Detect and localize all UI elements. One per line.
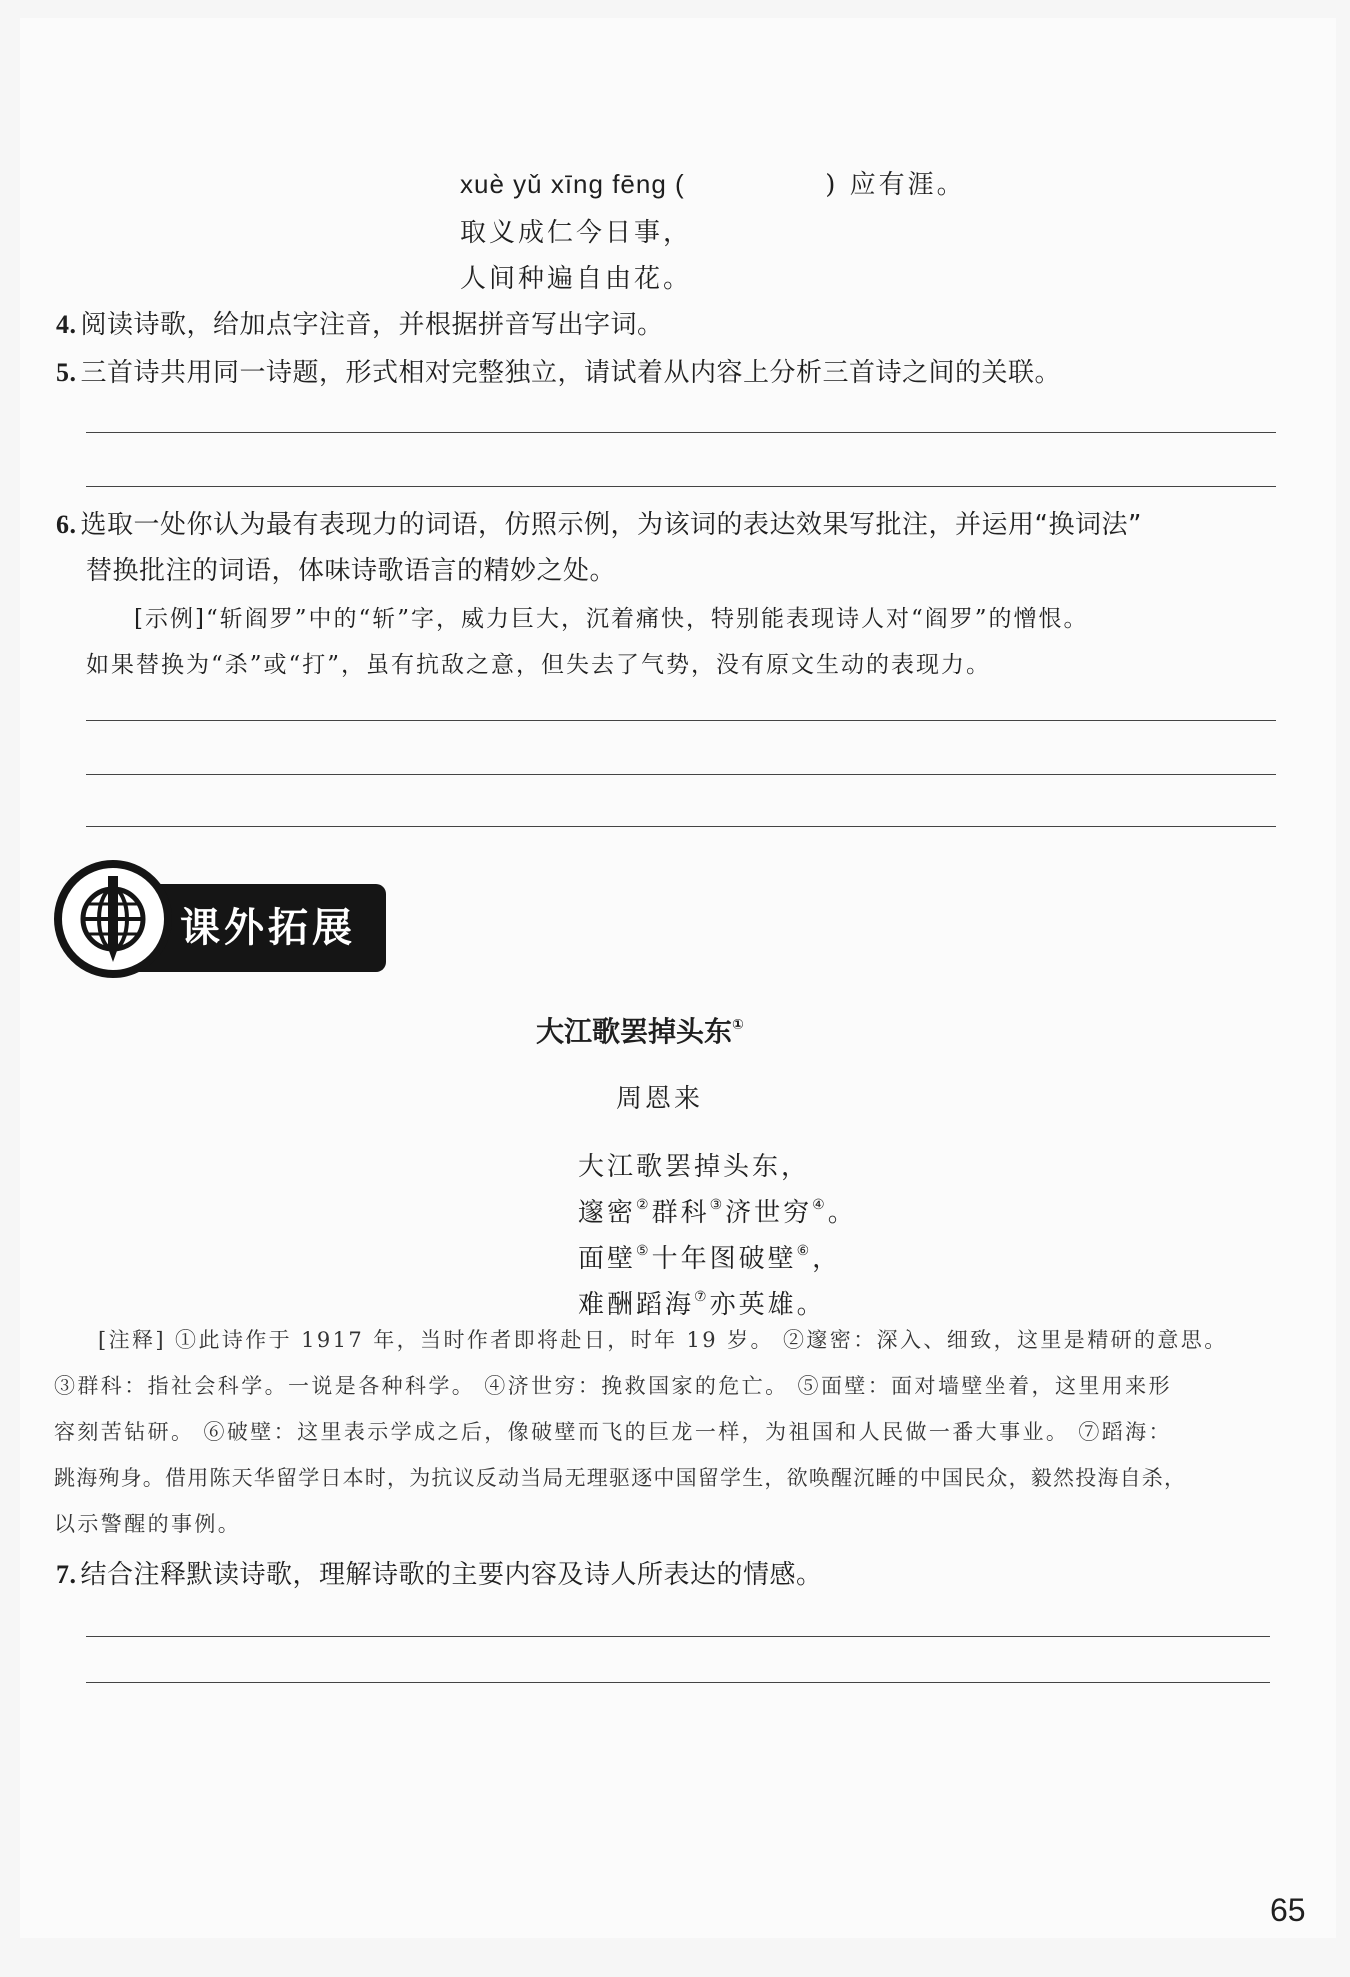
question-6-line2: 替换批注的词语，体味诗歌语言的精妙之处。: [86, 556, 617, 586]
notes-line4: 跳海殉身。借用陈天华留学日本时，为抗议反动当局无理驱逐中国留学生，欲唤醒沉睡的中国民众，毅然投海自杀，: [54, 1466, 1187, 1490]
verse-text: 难酬蹈海: [578, 1290, 695, 1320]
note-ref: ⑥: [796, 1243, 813, 1259]
example-line2: 如果替换为“杀”或“打”，虽有抗敌之意，但失去了气势，没有原文生动的表现力。: [86, 652, 992, 678]
question-number: 5.: [56, 358, 77, 387]
question-number: 4.: [56, 310, 77, 339]
poem1-pinyin: xuè yǔ xīng fēng (: [460, 169, 685, 199]
question-number: 6.: [56, 510, 77, 539]
workbook-page: [20, 18, 1336, 1938]
poem2-line4: [578, 1284, 826, 1321]
question-text: 三首诗共用同一诗题，形式相对完整独立，请试着从内容上分析三首诗之间的关联。: [80, 358, 1062, 388]
verse-text: 济世穷: [725, 1198, 813, 1228]
question-text: 结合注释默读诗歌，理解诗歌的主要内容及诗人所表达的情感。: [80, 1560, 823, 1590]
note-ref: ②: [636, 1197, 652, 1213]
poem1-line1-rest: ) 应有涯。: [825, 170, 966, 200]
poem1-line2: 取义成仁今日事，: [460, 218, 693, 248]
notes-line3: 容刻苦钻研。 ⑥破壁：这里表示学成之后，像破壁而飞的巨龙一样，为祖国和人民做一番大事业。 ⑦蹈海：: [54, 1420, 1172, 1444]
question-number: 7.: [56, 1560, 77, 1589]
answer-line[interactable]: [86, 1636, 1270, 1637]
poem1-line3: 人间种遍自由花。: [460, 264, 693, 294]
question-4: [56, 304, 664, 341]
section-title: 课外拓展: [180, 905, 356, 951]
verse-text: 群科: [651, 1198, 710, 1228]
answer-line[interactable]: [86, 432, 1276, 433]
poem1-line1: [460, 164, 966, 201]
verse-text: 邃密: [578, 1198, 637, 1228]
answer-line[interactable]: [86, 486, 1276, 487]
poem-title-text: 大江歌罢掉头东: [536, 1015, 733, 1048]
poem2-line3: [578, 1238, 841, 1275]
notes-line5: 以示警醒的事例。: [54, 1512, 242, 1536]
question-7: [56, 1554, 823, 1591]
poem-title: [536, 1010, 744, 1050]
answer-line[interactable]: [86, 720, 1276, 721]
notes-line2: ③群科：指社会科学。一说是各种科学。 ④济世穷：挽救国家的危亡。 ⑤面壁：面对墙壁坐着，这里用来形: [54, 1374, 1172, 1398]
verse-text: ，: [812, 1244, 842, 1274]
question-text: 选取一处你认为最有表现力的词语，仿照示例，为该词的表达效果写批注，并运用“换词法”: [80, 510, 1142, 540]
question-text: 阅读诗歌，给加点字注音，并根据拼音写出字词。: [80, 310, 664, 340]
poem2-line1: 大江歌罢掉头东，: [578, 1152, 811, 1182]
answer-line[interactable]: [86, 774, 1276, 775]
verse-text: 十年图破壁: [651, 1244, 797, 1274]
notes-line1: [注释] ①此诗作于 1917 年，当时作者即将赴日，时年 19 岁。 ②邃密：深入、细致，这里是精研的意思。: [98, 1328, 1228, 1352]
poem2-line2: [578, 1192, 857, 1229]
verse-text: 。: [827, 1198, 857, 1228]
answer-line[interactable]: [86, 1682, 1270, 1683]
note-ref: ⑤: [636, 1243, 652, 1259]
example-line1: [示例]“斩阎罗”中的“斩”字，威力巨大，沉着痛快，特别能表现诗人对“阎罗”的憎恨。: [134, 606, 1089, 632]
note-ref: ①: [732, 1017, 744, 1033]
page-number: 65: [1270, 1892, 1306, 1928]
verse-text: 面壁: [578, 1244, 637, 1274]
question-6: [56, 504, 1142, 541]
answer-line[interactable]: [86, 826, 1276, 827]
note-ref: ⑦: [694, 1289, 710, 1305]
verse-text: 亦英雄。: [709, 1290, 826, 1320]
poem-author: 周恩来: [616, 1084, 704, 1114]
globe-pen-icon: [54, 860, 172, 978]
note-ref: ③: [709, 1197, 726, 1213]
note-ref: ④: [812, 1197, 828, 1213]
question-5: [56, 352, 1061, 389]
